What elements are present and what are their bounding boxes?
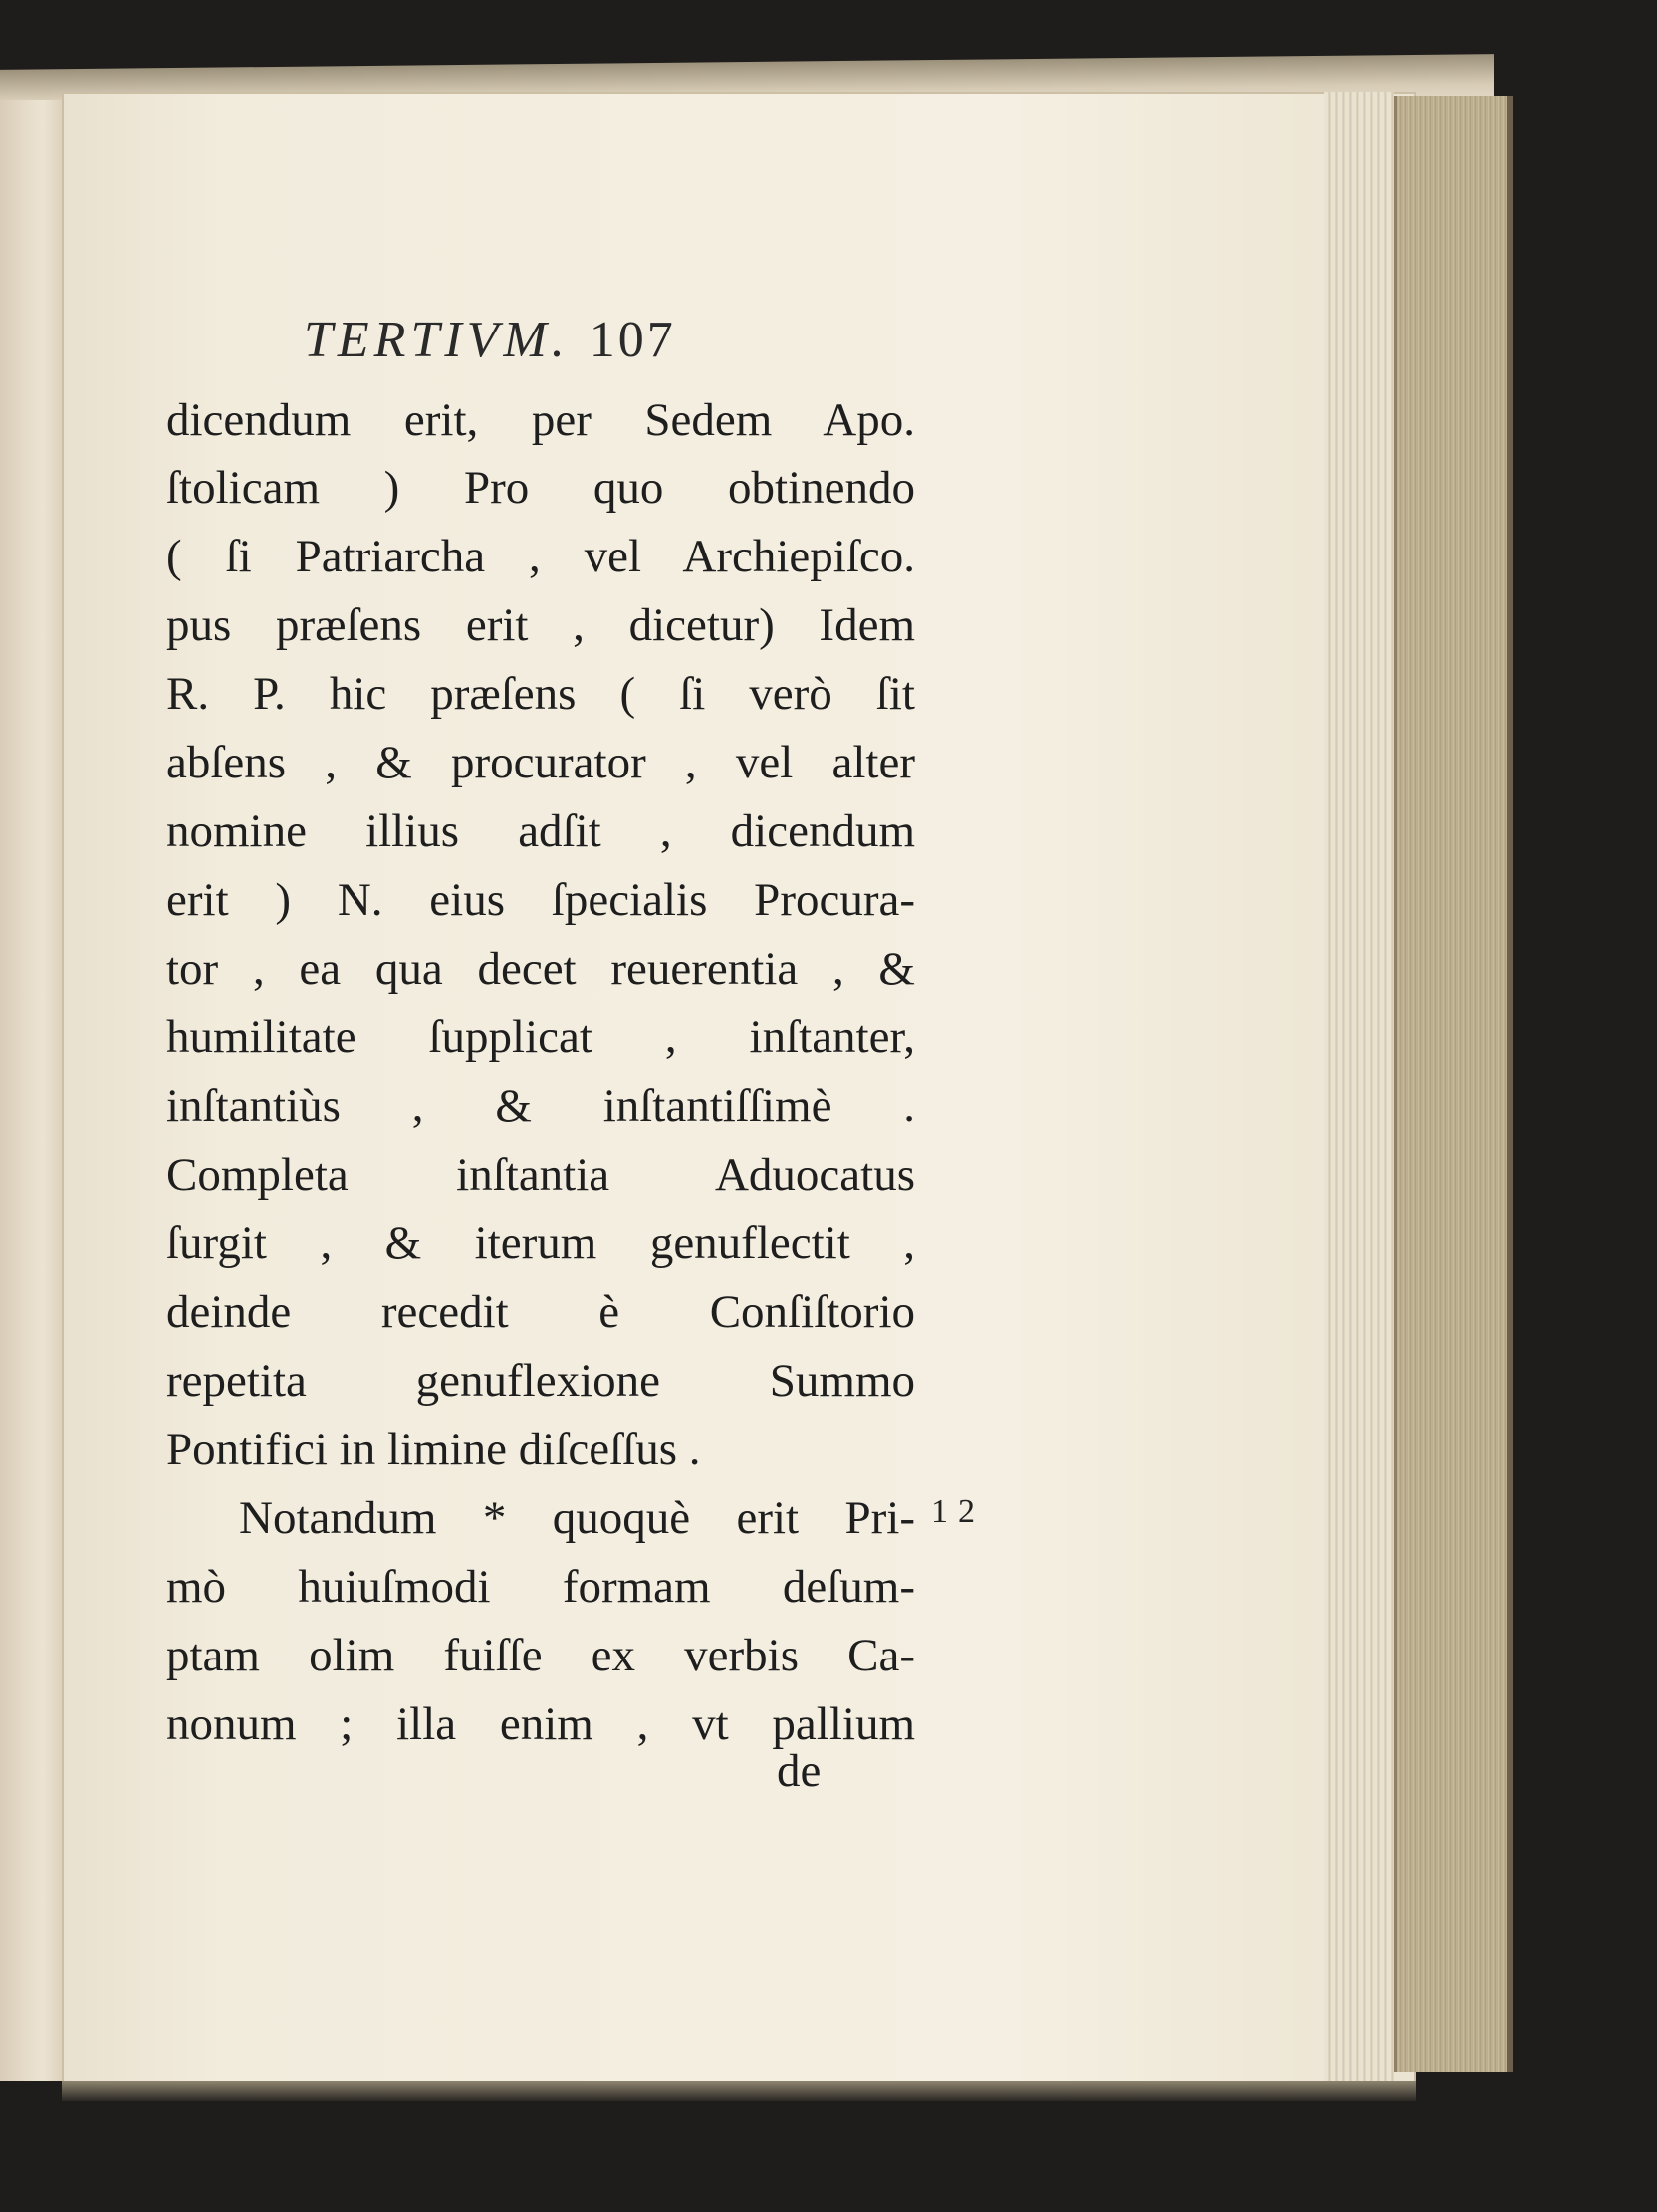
text-line: abſens , & procurator , vel alter <box>166 737 915 788</box>
text-line: Notandum * quoquè erit Pri- <box>239 1492 915 1544</box>
running-head <box>304 311 861 380</box>
text-line: nonum ; illa enim , vt pallium <box>166 1698 915 1750</box>
text-line: inſtantiùs , & inſtantiſſimè . <box>166 1080 915 1132</box>
text-line: repetita genuflexione Summo <box>166 1355 915 1407</box>
text-line: ſurgit , & iterum genuflectit , <box>166 1217 915 1269</box>
page-number: 107 <box>589 312 676 368</box>
text-line: tor , ea qua decet reuerentia , & <box>166 943 915 995</box>
text-line: R. P. hic præſens ( ſi verò ſit <box>166 668 915 720</box>
text-line: mò huiuſmodi formam deſum- <box>166 1561 915 1613</box>
text-line: Completa inſtantia Aduocatus <box>166 1149 915 1201</box>
text-line: Pontifici in limine diſceſſus . <box>166 1424 701 1475</box>
text-line: ſtolicam ) Pro quo obtinendo <box>166 462 915 514</box>
page-fore-edges <box>1324 92 1394 2088</box>
text-line: humilitate ſupplicat , inſtanter, <box>166 1011 915 1063</box>
text-block-edge <box>1394 96 1513 2072</box>
text-line: dicendum erit, per Sedem Apo. <box>166 394 915 446</box>
text-line: nomine illius adſit , dicendum <box>166 805 915 857</box>
text-line: ptam olim fuiſſe ex verbis Ca- <box>166 1630 915 1681</box>
catchword: de <box>777 1745 822 1797</box>
text-line: deinde recedit è Conſiſtorio <box>166 1286 915 1338</box>
text-line: erit ) N. eius ſpecialis Procura- <box>166 874 915 926</box>
page-bottom-shadow <box>62 2081 1416 2101</box>
running-head-title: TERTIVM. <box>304 312 570 368</box>
text-line: pus præſens erit , dicetur) Idem <box>166 599 915 651</box>
text-line: ( ſi Patriarcha , vel Archiepiſco. <box>166 531 915 582</box>
marginal-number: 12 <box>931 1493 985 1530</box>
